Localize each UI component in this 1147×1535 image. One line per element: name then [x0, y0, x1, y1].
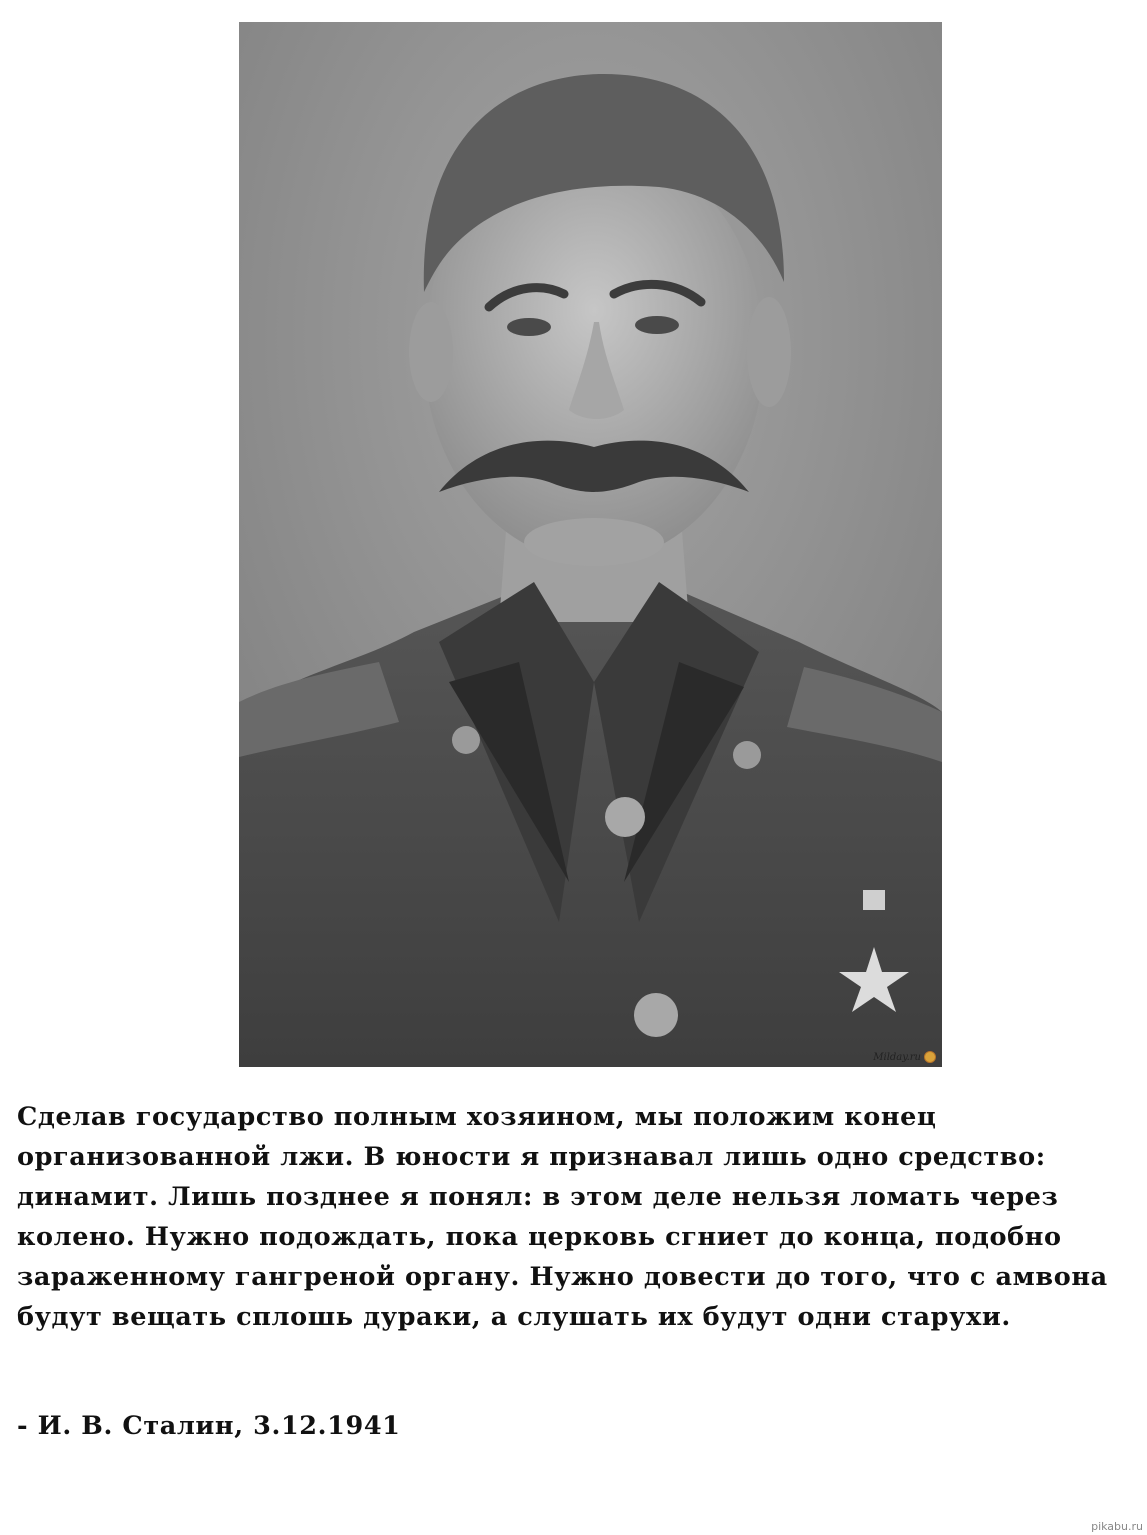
portrait-photo — [239, 22, 942, 1067]
quote-attribution: - И. В. Сталин, 3.12.1941 — [17, 1411, 401, 1441]
site-watermark: pikabu.ru — [1091, 1520, 1143, 1533]
watermark-text: Milday.ru — [873, 1051, 921, 1063]
portrait-illustration — [239, 22, 942, 1067]
watermark — [873, 1051, 936, 1063]
quote-text: Сделав государство полным хозяином, мы положим конец организованной лжи. В юности я признавал лишь одно средство: динамит. Лишь позднее я понял: в этом деле нельзя ломать через колено. Нужно подождать, пока церковь сгниет до конца, подобно зараженному гангреной органу. Нужно довести до того, что с амвона будут вещать сплошь дураки, а слушать их будут одни старухи. — [17, 1102, 1108, 1332]
watermark-emblem-icon — [924, 1051, 936, 1063]
